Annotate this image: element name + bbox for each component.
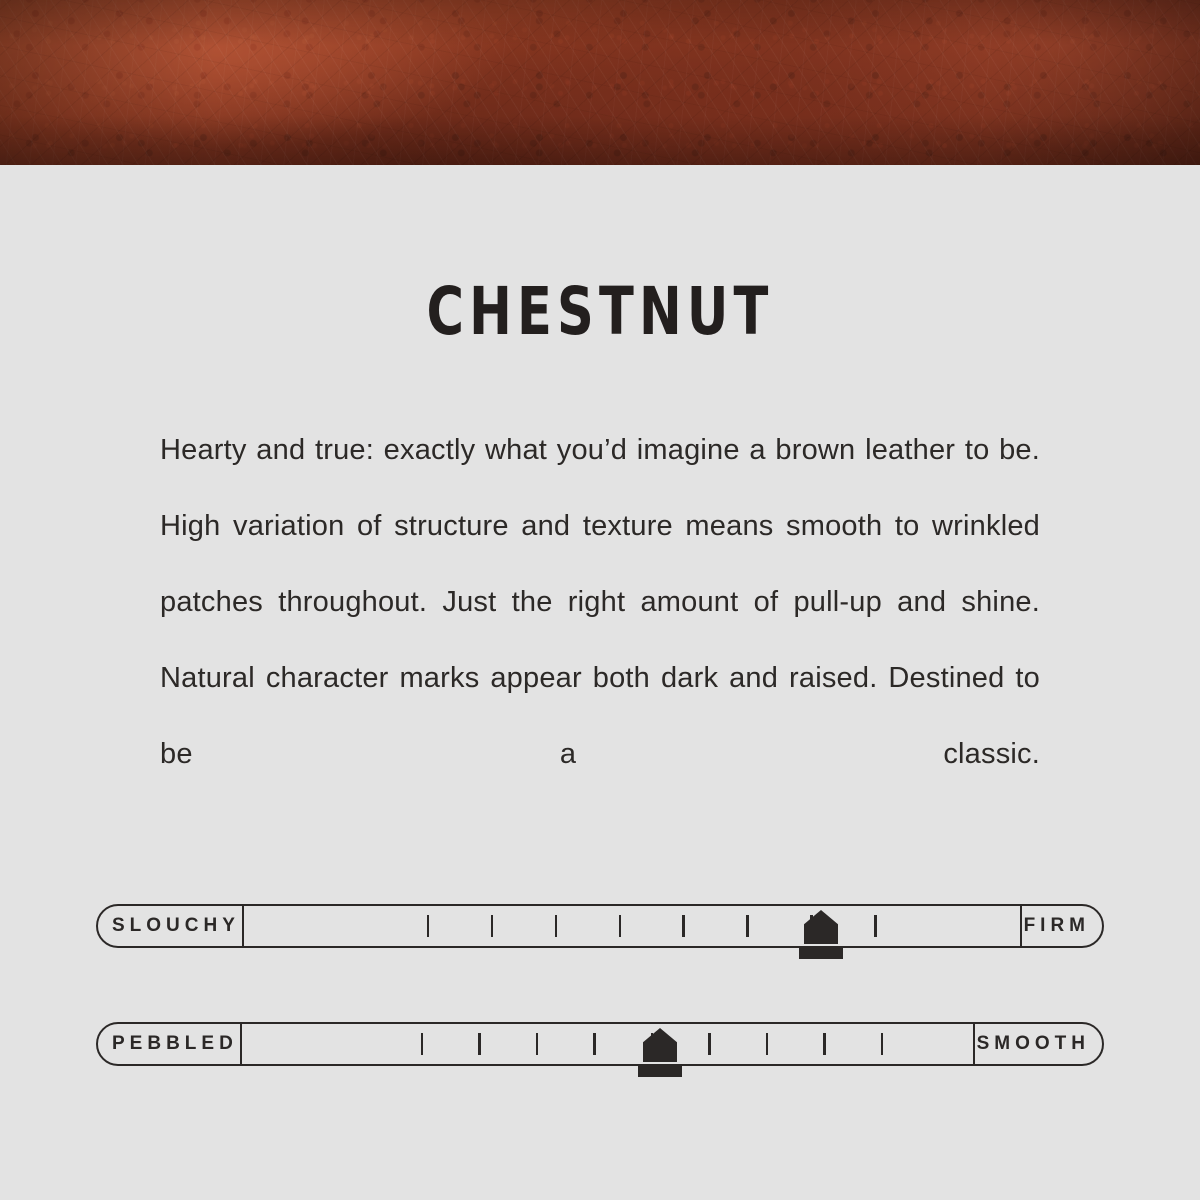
page-title: CHESTNUT <box>426 273 774 350</box>
leather-hero-image <box>0 0 1200 165</box>
marker-base-icon <box>799 948 843 959</box>
slider-tick <box>555 915 558 937</box>
slider-right-label: FIRM <box>1020 906 1102 946</box>
marker-head-icon <box>804 910 838 944</box>
slider-tick <box>682 915 685 937</box>
slider-texture[interactable] <box>0 998 1200 1116</box>
attribute-sliders <box>0 880 1200 1116</box>
slider-track[interactable] <box>96 904 1104 948</box>
slider-marker[interactable] <box>638 1028 682 1090</box>
description-text: Hearty and true: exactly what you’d imagine a brown leather to be. High variation of structure and texture means smooth to wrinkled patches throughout. Just the right amount of pull-up and shine. Natural character marks appear both dark and raised. Destined to be a classic. <box>160 434 1040 770</box>
slider-track[interactable] <box>96 1022 1104 1066</box>
marker-base-icon <box>638 1066 682 1077</box>
card-content <box>0 165 1200 792</box>
slider-tick <box>766 1033 769 1055</box>
slider-tick <box>478 1033 481 1055</box>
slider-tick <box>746 915 749 937</box>
slider-firmness[interactable] <box>0 880 1200 998</box>
slider-right-label: SMOOTH <box>973 1024 1102 1064</box>
marker-head-icon <box>643 1028 677 1062</box>
leather-vignette <box>0 0 1200 165</box>
slider-tick <box>593 1033 596 1055</box>
slider-tick <box>421 1033 424 1055</box>
slider-marker[interactable] <box>799 910 843 972</box>
slider-tick <box>874 915 877 937</box>
slider-ticks <box>363 906 938 946</box>
slider-tick <box>536 1033 539 1055</box>
slider-tick <box>881 1033 884 1055</box>
slider-tick <box>619 915 622 937</box>
slider-tick <box>427 915 430 937</box>
slider-tick <box>491 915 494 937</box>
slider-left-label: PEBBLED <box>98 1024 242 1064</box>
slider-tick <box>823 1033 826 1055</box>
slider-left-label: SLOUCHY <box>98 906 244 946</box>
slider-tick <box>708 1033 711 1055</box>
